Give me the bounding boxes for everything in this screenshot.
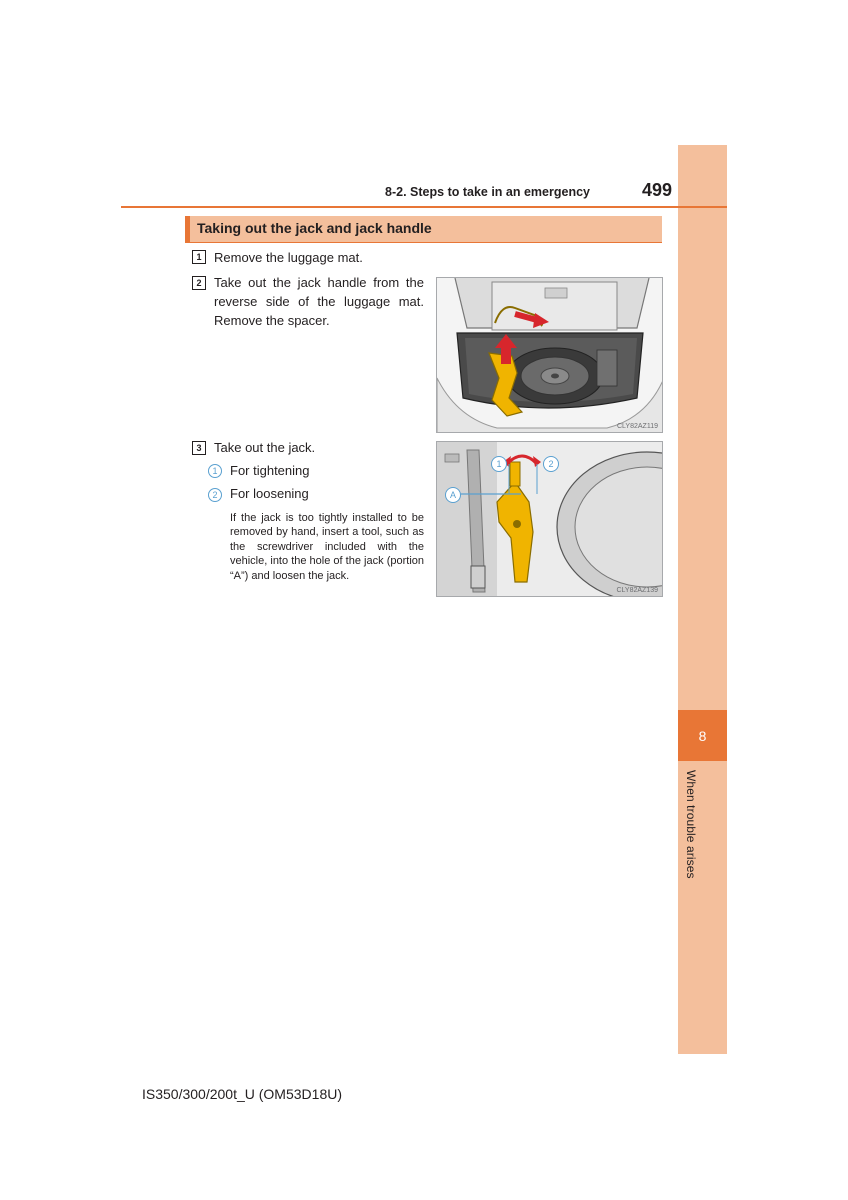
figure-code: CLY82AZ119 [617,423,658,430]
trunk-drawing [437,278,663,433]
step-text-1: Remove the luggage mat. [214,250,363,265]
step-number-2: 2 [192,276,206,290]
substep-text-1: For tightening [230,463,310,478]
footer-model: IS350/300/200t_U (OM53D18U) [142,1086,342,1102]
header-rule [121,206,727,208]
substep-number-1: 1 [208,464,222,478]
figure-callout-2: 2 [543,456,559,472]
chapter-title: When trouble arises [684,770,698,879]
section-title: Taking out the jack and jack handle [197,220,432,236]
note-text: If the jack is too tightly installed to be removed by hand, insert a tool, such as the screwdriver included with the vehicle, into the hole of the jack (portion “A”) and loosen the jack. [230,512,424,582]
chapter-number: 8 [678,710,727,761]
figure-code: CLY82AZ139 [616,587,658,594]
figure-callout-a: A [445,487,461,503]
step-text-2: Take out the jack handle from the reverse side of the luggage mat. Remove the spacer. [214,275,424,328]
page-number: 499 [641,180,672,200]
running-header: 8-2. Steps to take in an emergency [385,185,590,199]
figure-callout-1: 1 [491,456,507,472]
substep-text-2: For loosening [230,486,309,501]
step-number-3: 3 [192,441,206,455]
jack-illustration [436,441,663,597]
step-number-1: 1 [192,250,206,264]
trunk-illustration [436,277,663,433]
substep-number-2: 2 [208,488,222,502]
step-text-3: Take out the jack. [214,440,316,455]
chapter-side-tab [678,145,727,1054]
